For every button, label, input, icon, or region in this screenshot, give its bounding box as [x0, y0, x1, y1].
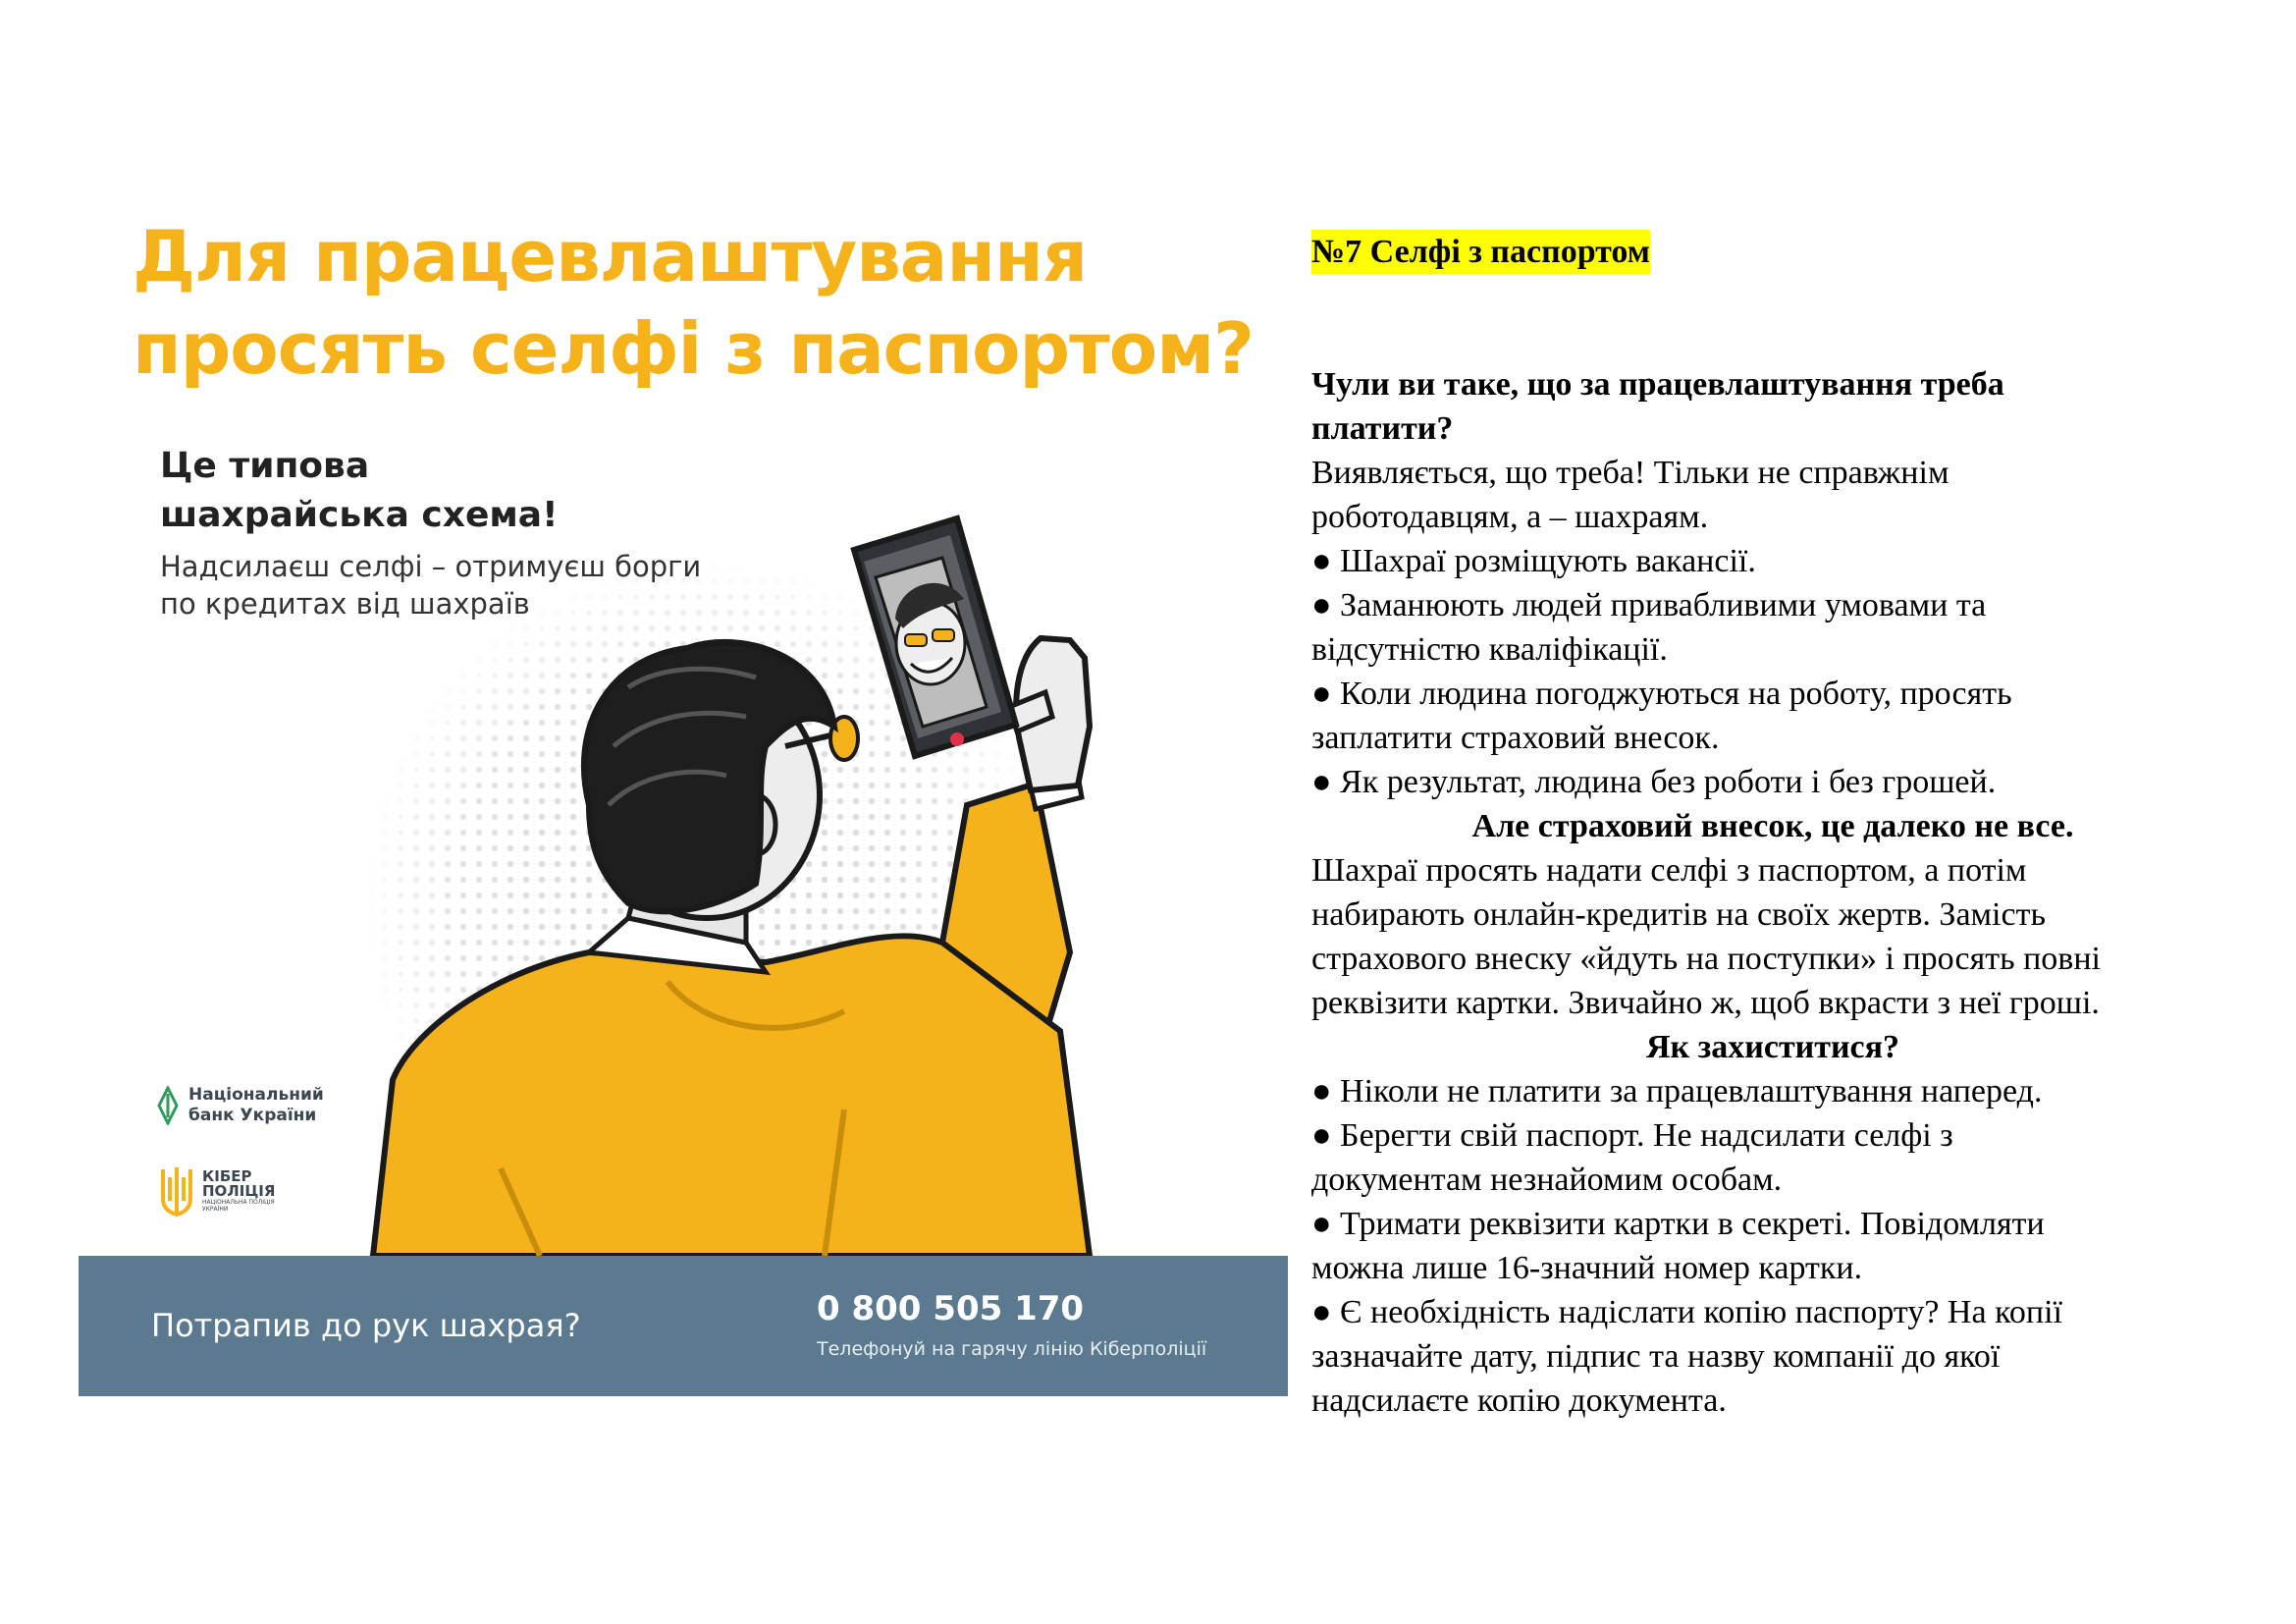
nbu-logo-line: банк України [188, 1106, 317, 1125]
paragraph-line: страхового внеску «йдуть на поступки» і просять повні [1311, 941, 2101, 977]
scheme-line: Це типова [160, 446, 370, 486]
scheme-step-cont: відсутністю кваліфікації. [1311, 631, 1668, 668]
intro-line: Виявляється, що треба! Тільки не справжнім [1311, 455, 1949, 491]
protection-tip: ● Ніколи не платити за працевлаштування наперед. [1311, 1069, 2234, 1113]
scheme-subtitle-line: Надсилаєш селфі – отримуєш борги [160, 550, 702, 583]
nbu-logo-line: Національний [188, 1085, 324, 1105]
cyberpolice-logo [157, 1164, 275, 1218]
cyberpolice-logo-small: НАЦІОНАЛЬНА ПОЛІЦІЯ [202, 1199, 275, 1206]
scheme-step: ● Заманюють людей привабливими умовами та [1311, 583, 2234, 627]
cyberpolice-logo-line: ПОЛІЦІЯ [202, 1182, 276, 1200]
scheme-line: шахрайська схема! [160, 495, 559, 535]
poster-title-line: Для працевлаштування [133, 215, 1088, 298]
nbu-logo-icon [157, 1086, 179, 1125]
poster-title [133, 210, 1271, 395]
question-line: платити? [1311, 410, 1454, 447]
scheme-step-cont: заплатити страховий внесок. [1311, 720, 1720, 756]
scheme-subtitle [160, 548, 701, 623]
protection-tip-cont: можна лише 16-значний номер картки. [1311, 1250, 1863, 1286]
hotline-phone-number[interactable]: 0 800 505 170 [817, 1289, 1085, 1328]
protection-tip: ● Тримати реквізити картки в секреті. Повідомляти [1311, 1202, 2234, 1246]
spacer [1311, 274, 2234, 362]
fraud-warning-poster [79, 196, 1288, 1396]
protection-tip-cont: документам незнайомим особам. [1311, 1162, 1783, 1198]
protection-tip-cont: зазначайте дату, підпис та назву компанії до якої [1311, 1338, 2001, 1375]
protection-tip-cont: надсилаєте копію документа. [1311, 1382, 1727, 1419]
hotline-caption: Телефонуй на гарячу лінію Кіберполіції [817, 1338, 1207, 1360]
protection-tip: ● Є необхідність надіслати копію паспорту? На копії [1311, 1290, 2234, 1334]
question-line: Чули ви таке, що за працевлаштування треба [1311, 366, 2004, 403]
hotline-bar [79, 1256, 1288, 1396]
but-line: Але страховий внесок, це далеко не все. [1471, 808, 2074, 844]
paragraph-line: набирають онлайн-кредитів на своїх жертв. Замість [1311, 896, 2046, 933]
scheme-step: ● Як результат, людина без роботи і без грошей. [1311, 760, 2234, 804]
article-heading: №7 Селфі з паспортом [1311, 230, 1650, 274]
paragraph-line: реквізити картки. Звичайно ж, щоб вкрасти з неї гроші. [1311, 985, 2100, 1021]
poster-title-line: просять селфі з паспортом? [133, 307, 1254, 390]
scheme-warning [160, 442, 559, 540]
cyberpolice-logo-line: КІБЕР [202, 1167, 252, 1185]
protect-heading: Як захиститися? [1645, 1029, 1900, 1065]
scheme-subtitle-line: по кредитах від шахраїв [160, 587, 530, 621]
scheme-step: ● Коли людина погоджуються на роботу, просять [1311, 672, 2234, 716]
hotline-question: Потрапив до рук шахрая? [151, 1307, 581, 1344]
cyberpolice-logo-small: УКРАЇНИ [202, 1206, 229, 1213]
nbu-logo [157, 1085, 324, 1126]
scheme-step: ● Шахраї розміщують вакансії. [1311, 539, 2234, 583]
paragraph-line: Шахраї просять надати селфі з паспортом, а потім [1311, 852, 2027, 889]
protection-tip: ● Берегти свій паспорт. Не надсилати селфі з [1311, 1113, 2234, 1158]
article-text [1311, 230, 2234, 1423]
intro-line: роботодавцям, а – шахраям. [1311, 499, 1709, 535]
trident-icon [157, 1164, 196, 1218]
